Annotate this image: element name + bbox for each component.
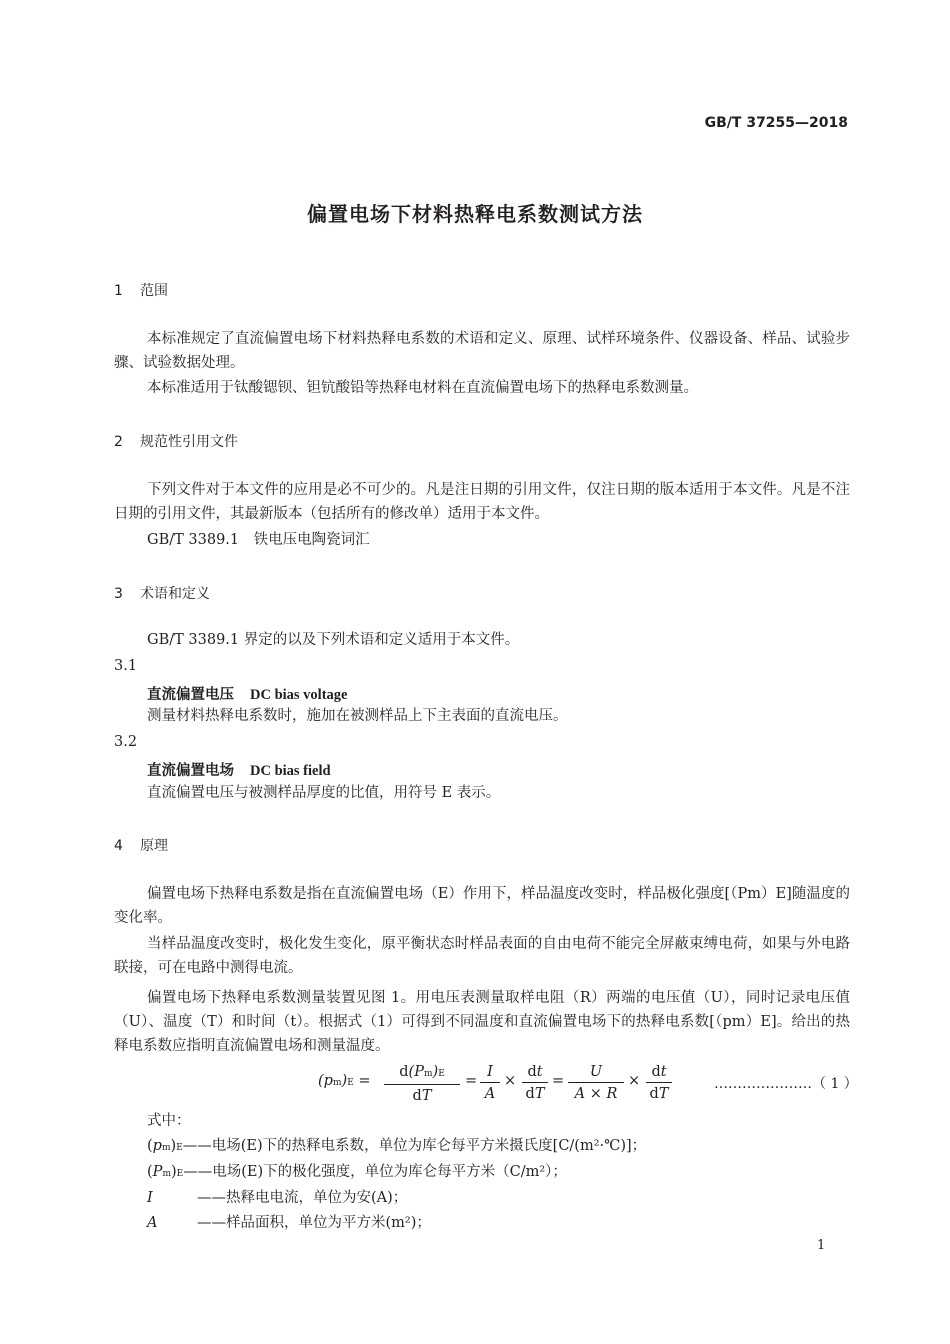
- term-definition: 直流偏置电压与被测样品厚度的比值，用符号 E 表示。: [147, 785, 501, 801]
- term-english: DC bias field: [250, 763, 331, 779]
- section-title: 原理: [140, 838, 168, 854]
- terms-intro: GB/T 3389.1 界定的以及下列术语和定义适用于本文件。: [147, 632, 520, 648]
- page-number: 1: [817, 1238, 826, 1253]
- term-number: 3.2: [114, 734, 138, 750]
- reference-item: GB/T 3389.1 铁电压电陶瓷词汇: [147, 532, 370, 548]
- variable-definition: (pm)E——电场(E)下的热释电系数，单位为库仑每平方米摄氏度[C/(m²·℃)]；: [147, 1138, 647, 1154]
- refs-paragraph: 下列文件对于本文件的应用是必不可少的。凡是注日期的引用文件，仅注日期的版本适用于本文件。凡是不注日期的引用文件，其最新版本（包括所有的修改单）适用于本文件。: [114, 482, 850, 522]
- term-definition: 测量材料热释电系数时，施加在被测样品上下主表面的直流电压。: [147, 708, 568, 724]
- document-title: 偏置电场下材料热释电系数测试方法: [307, 202, 643, 226]
- principle-paragraph-1: 偏置电场下热释电系数是指在直流偏置电场（E）作用下，样品温度改变时，样品极化强度[（Pm）E]随温度的变化率。: [114, 886, 850, 926]
- section-heading-principle: [114, 835, 168, 855]
- section-heading-terms: [114, 583, 210, 603]
- section-number: 2: [114, 434, 123, 450]
- variable-description: ——样品面积，单位为平方米(m²)；: [197, 1215, 431, 1231]
- principle-paragraph-3: 偏置电场下热释电系数测量装置见图 1。用电压表测量取样电阻（R）两端的电压值（U），同时记录电压值（U）、温度（T）和时间（t）。根据式（1）可得到不同温度和直流偏置电场下的热释电系数[（pm）E]。给出的热释电系数应指明直流偏置电场和测量温度。: [114, 990, 850, 1054]
- term-chinese: 直流偏置电场: [147, 763, 234, 779]
- variable-symbol: A: [147, 1215, 158, 1231]
- section-title: 规范性引用文件: [140, 434, 238, 450]
- where-label: 式中：: [147, 1113, 191, 1129]
- variable-description: ——电场(E)下的极化强度，单位为库仑每平方米（C/m²）；: [183, 1164, 567, 1180]
- term-number: 3.1: [114, 658, 138, 674]
- section-title: 术语和定义: [140, 586, 210, 602]
- variable-description: ——电场(E)下的热释电系数，单位为库仑每平方米摄氏度[C/(m²·℃)]；: [182, 1138, 647, 1154]
- variable-definition: [147, 1186, 407, 1207]
- variable-definition: [147, 1211, 431, 1232]
- standard-code: GB/T 37255—2018: [704, 115, 848, 131]
- term-english: DC bias voltage: [250, 687, 348, 703]
- term-chinese: 直流偏置电压: [147, 687, 234, 703]
- term-heading: [147, 683, 347, 704]
- scope-paragraph-1: 本标准规定了直流偏置电场下材料热释电系数的术语和定义、原理、试样环境条件、仪器设备、样品、试验步骤、试验数据处理。: [114, 331, 850, 371]
- variable-symbol: I: [147, 1190, 153, 1206]
- term-heading: [147, 759, 331, 780]
- section-number: 1: [114, 283, 123, 299]
- variable-description: ——热释电电流，单位为安(A)；: [197, 1190, 408, 1206]
- section-number: 4: [114, 838, 123, 854]
- scope-paragraph-2: 本标准适用于钛酸锶钡、钽钪酸铅等热释电材料在直流偏置电场下的热释电系数测量。: [147, 380, 698, 396]
- section-title: 范围: [140, 283, 168, 299]
- equation-number: …………………（ 1 ）: [714, 1076, 858, 1092]
- principle-paragraph-2: 当样品温度改变时，极化发生变化，原平衡状态时样品表面的自由电荷不能完全屏蔽束缚电荷，如果与外电路联接，可在电路中测得电流。: [114, 936, 850, 976]
- section-number: 3: [114, 586, 123, 602]
- section-heading-scope: [114, 280, 168, 300]
- variable-definition: (Pm)E——电场(E)下的极化强度，单位为库仑每平方米（C/m²）；: [147, 1164, 567, 1180]
- section-heading-normative-references: [114, 431, 238, 451]
